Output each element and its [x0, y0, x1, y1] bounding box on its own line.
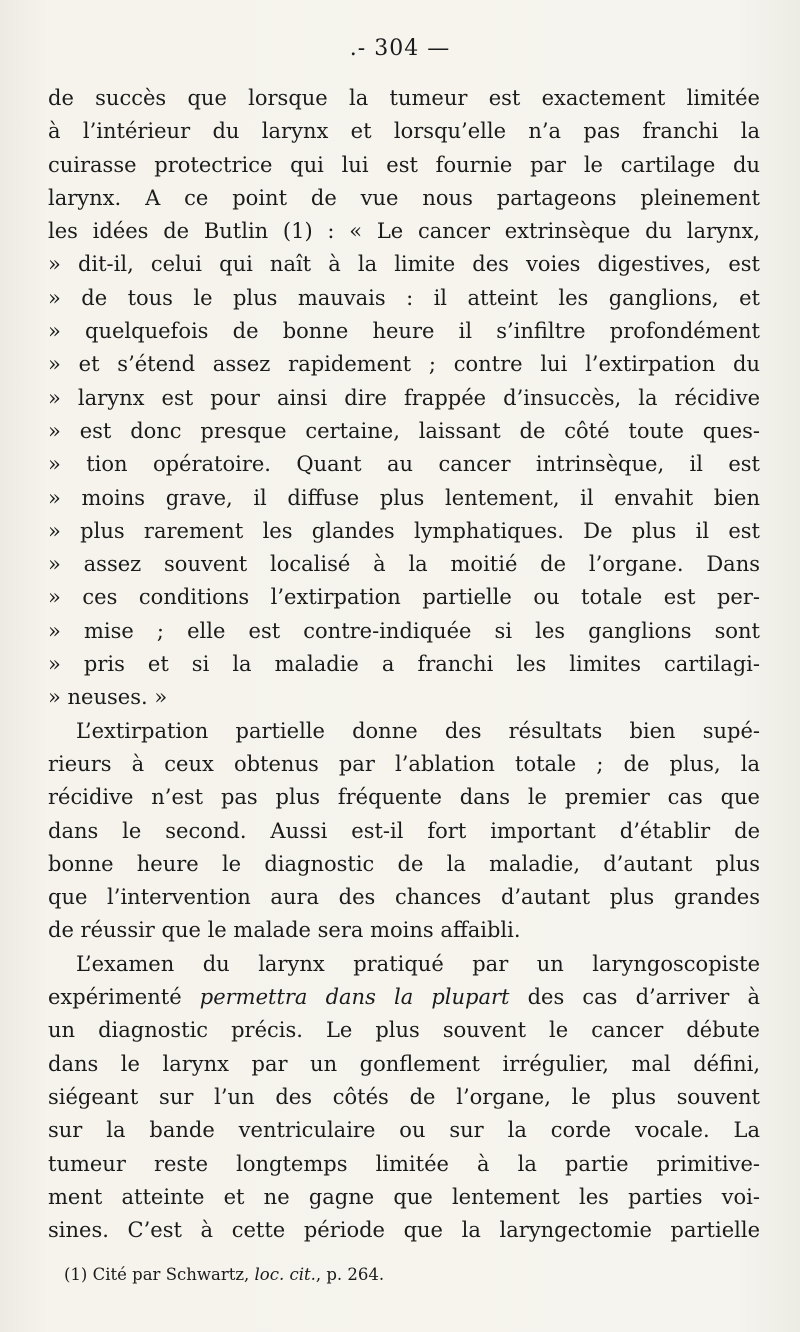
text-line: » quelquefois de bonne heure il s’infiltre profondément [48, 319, 760, 344]
text-line: sines. C’est à cette période que la laryngectomie partielle [48, 1218, 760, 1243]
text-line: L’extirpation partielle donne des résultats bien supé- [76, 718, 760, 743]
text-line: que l’intervention aura des chances d’autant plus grandes [48, 885, 760, 910]
text-line: » pris et si la maladie a franchi les limites cartilagi- [48, 652, 760, 677]
text-line: » larynx est pour ainsi dire frappée d’insuccès, la récidive [48, 385, 760, 410]
text-line: cuirasse protectrice qui lui est fournie par le cartilage du [48, 152, 760, 177]
text-line: » de tous le plus mauvais : il atteint les ganglions, et [48, 285, 760, 310]
text-line: » neuses. » [48, 685, 168, 710]
text-line: expérimenté permettra dans la plupart des cas d’arriver à [48, 985, 760, 1010]
italic-phrase: permettra dans la plupart [199, 985, 510, 1010]
text-line: » assez souvent localisé à la moitié de l’organe. Dans [48, 552, 760, 577]
footnote-prefix: (1) Cité par Schwartz, [64, 1265, 255, 1284]
text-line: ment atteinte et ne gagne que lentement les parties voi- [48, 1184, 760, 1209]
text-line: » tion opératoire. Quant au cancer intrinsèque, il est [48, 452, 760, 477]
text-line: L’examen du larynx pratiqué par un laryngoscopiste [76, 951, 760, 976]
text-line: » et s’étend assez rapidement ; contre lui l’extirpation du [48, 352, 760, 377]
text-line: récidive n’est pas plus fréquente dans le premier cas que [48, 785, 760, 810]
text-line: siégeant sur l’un des côtés de l’organe, le plus souvent [48, 1084, 760, 1109]
text-line: » est donc presque certaine, laissant de côté toute ques- [48, 418, 760, 443]
footnote-suffix: , p. 264. [315, 1265, 385, 1284]
text-line: » ces conditions l’extirpation partielle ou totale est per- [48, 585, 760, 610]
body-text [48, 82, 760, 1247]
footnote-italic: loc. cit. [254, 1265, 316, 1284]
text-line: un diagnostic précis. Le plus souvent le cancer débute [48, 1018, 760, 1043]
text-line: tumeur reste longtemps limitée à la partie primitive- [48, 1151, 760, 1176]
text-line: de réussir que le malade sera moins affaibli. [48, 918, 521, 943]
text-line: à l’intérieur du larynx et lorsqu’elle n’a pas franchi la [48, 119, 760, 144]
text-line: bonne heure le diagnostic de la maladie, d’autant plus [48, 851, 760, 876]
text-line: dans le second. Aussi est-il fort important d’établir de [48, 818, 760, 843]
text-line: de succès que lorsque la tumeur est exactement limitée [48, 86, 760, 110]
text-line: larynx. A ce point de vue nous partageons pleinement [48, 185, 760, 210]
text-line: » plus rarement les glandes lymphatiques. De plus il est [48, 518, 760, 543]
footnote [64, 1265, 754, 1284]
page-number: .- 304 — [349, 36, 451, 61]
text-line: » moins grave, il diffuse plus lentement, il envahit bien [48, 485, 760, 510]
text-line: » dit-il, celui qui naît à la limite des voies digestives, est [48, 252, 760, 277]
text-line: rieurs à ceux obtenus par l’ablation totale ; de plus, la [48, 751, 760, 776]
text-line: les idées de Butlin (1) : « Le cancer extrinsèque du larynx, [48, 219, 760, 244]
text-line: dans le larynx par un gonflement irrégulier, mal défini, [48, 1051, 760, 1076]
text-line: » mise ; elle est contre-indiquée si les ganglions sont [48, 618, 760, 643]
text-line: sur la bande ventriculaire ou sur la corde vocale. La [48, 1118, 760, 1143]
